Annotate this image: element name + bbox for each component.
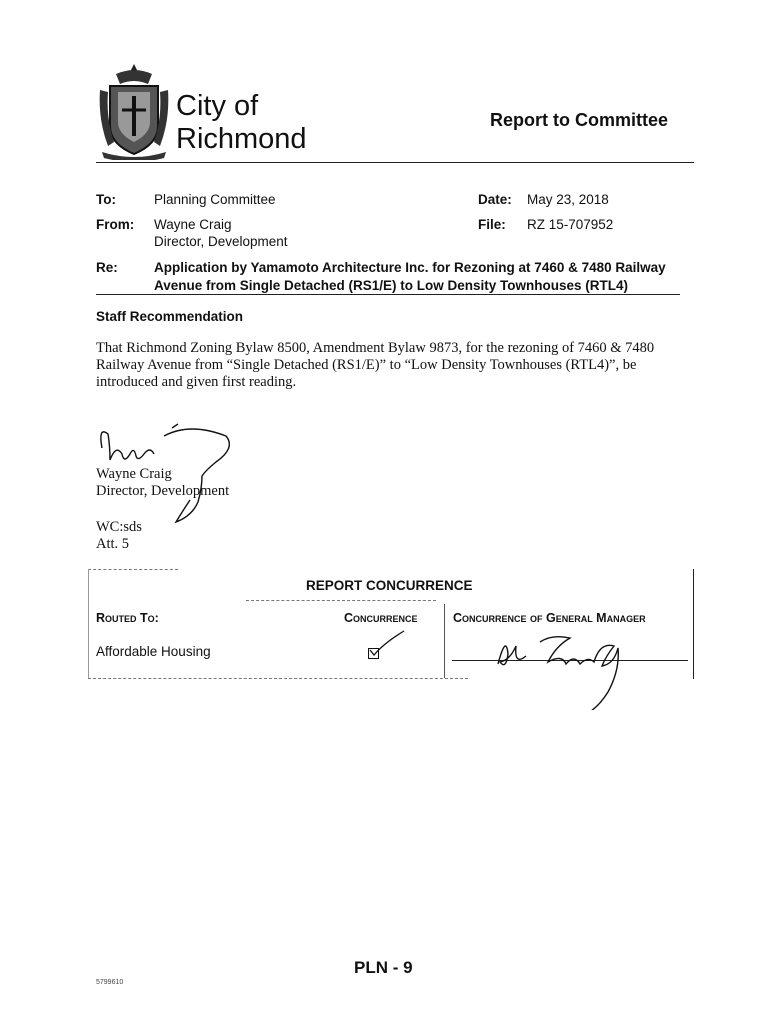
signatory-name: Wayne Craig [96, 466, 172, 482]
staff-recommendation-heading: Staff Recommendation [96, 309, 244, 324]
re-divider [96, 294, 680, 295]
table-bottom-rule [88, 678, 468, 679]
re-subject-line1: Application by Yamamoto Architecture Inc. for Rezoning at 7460 & 7480 Railway [154, 260, 666, 275]
date-label: Date: [478, 192, 512, 207]
city-name-line1: City of [176, 90, 259, 122]
page-label: PLN - 9 [354, 958, 413, 977]
file-label: File: [478, 217, 506, 232]
file-value: RZ 15-707952 [527, 217, 614, 232]
concurrence-checkbox [368, 630, 414, 664]
column-divider [444, 604, 445, 678]
gm-concurrence-header: Concurrence of General Manager [453, 611, 646, 625]
city-name [176, 90, 307, 156]
re-subject [154, 259, 666, 295]
table-left-border [88, 569, 89, 679]
city-name-line2: Richmond [176, 123, 307, 155]
re-label: Re: [96, 260, 118, 275]
table-top-left-rule [88, 569, 178, 570]
from-label: From: [96, 217, 135, 232]
routed-department: Affordable Housing [96, 644, 211, 659]
routed-to-header: Routed To: [96, 611, 159, 625]
concurrence-header: Concurrence [344, 611, 418, 625]
from-name: Wayne Craig [154, 217, 232, 232]
recommendation-line1: That Richmond Zoning Bylaw 8500, Amendment Bylaw 9873, for the rezoning of 7460 & 7480 [96, 340, 655, 356]
report-title: Report to Committee [490, 110, 669, 130]
signatory-title: Director, Development [96, 483, 230, 499]
table-right-border [693, 569, 694, 679]
date-value: May 23, 2018 [527, 192, 609, 207]
recommendation-line3: introduced and given first reading. [96, 374, 297, 390]
header-divider [96, 162, 694, 163]
recommendation-text [96, 340, 696, 391]
attachments: Att. 5 [96, 536, 130, 552]
to-label: To: [96, 192, 116, 207]
gm-signature [478, 620, 648, 710]
report-concurrence-title: REPORT CONCURRENCE [306, 578, 473, 593]
document-id: 5799610 [96, 979, 124, 986]
recommendation-line2: Railway Avenue from “Single Detached (RS1/E)” to “Low Density Townhouses (RTL4)”, be [96, 357, 637, 373]
city-crest-logo [96, 60, 172, 160]
to-value: Planning Committee [154, 192, 276, 207]
initials: WC:sds [96, 519, 142, 535]
from-title: Director, Development [154, 234, 288, 249]
title-underline [246, 600, 436, 601]
re-subject-line2: Avenue from Single Detached (RS1/E) to Low Density Townhouses (RTL4) [154, 278, 629, 293]
